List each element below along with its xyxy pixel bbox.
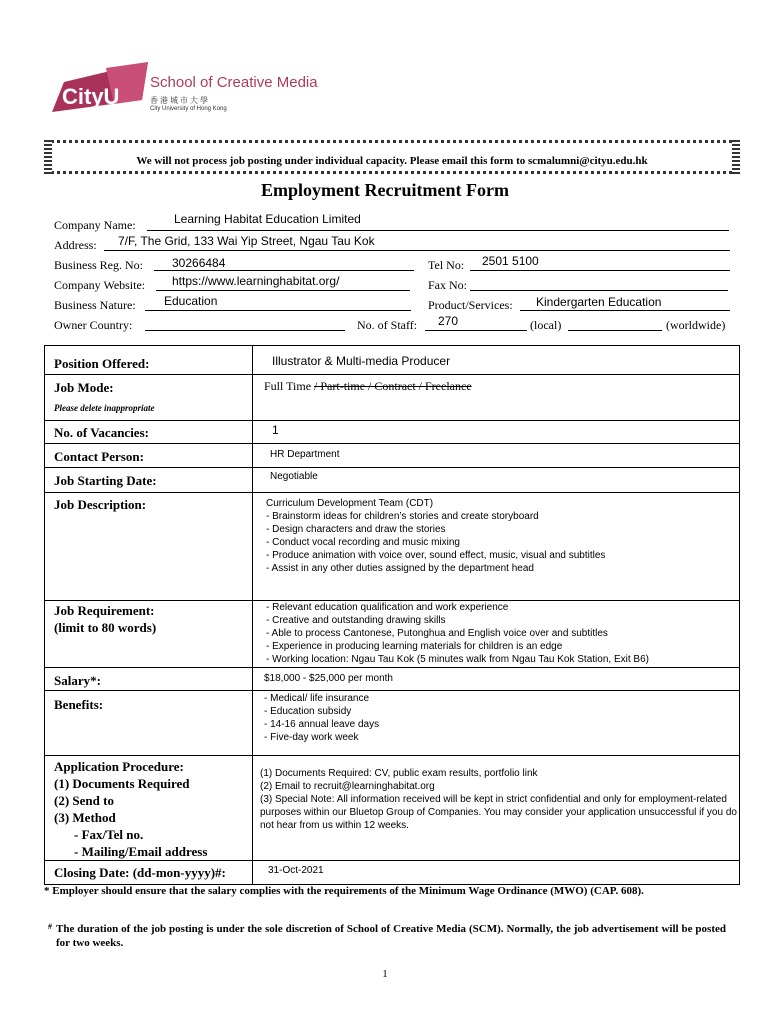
procedure-value[interactable] [260,767,740,832]
notice-text: We will not process job posting under individual capacity. Please email this form to scmalumni@cityu.edu.hk [136,155,648,167]
owner-country-label: Owner Country: [54,318,133,332]
logo-english-name: City University of Hong Kong [150,106,227,112]
row-divider [44,420,740,421]
staff-worldwide-line [568,330,662,331]
tel-label: Tel No: [428,258,465,272]
row-divider [44,443,740,444]
mwo-footnote: * Employer should ensure that the salary complies with the requirements of the Minimum Wage Ordinance (MWO) (CAP. 608). [44,885,644,897]
staff-local-line [425,330,527,331]
job-mode-label: Job Mode: [54,380,114,395]
requirement-limit: (limit to 80 words) [54,620,157,635]
start-date-label: Job Starting Date: [54,473,157,488]
contact-label: Contact Person: [54,449,144,464]
procedure-label-line: - Mailing/Email address [74,844,208,859]
procedure-label [54,758,207,860]
description-value[interactable] [266,497,742,575]
vacancies-value[interactable]: 1 [272,423,279,437]
job-mode-selected: Full Time [264,379,312,393]
description-label: Job Description: [54,497,147,512]
business-nature-label: Business Nature: [54,298,136,312]
procedure-label-line: (1) Documents Required [54,776,190,791]
business-nature-line [145,310,411,311]
benefit-line: - Five-day work week [264,732,359,743]
address-value[interactable]: 7/F, The Grid, 133 Wai Yip Street, Ngau Tau Kok [118,234,375,248]
contact-value[interactable]: HR Department [270,449,340,460]
product-services-line [520,310,730,311]
salary-label: Salary*: [54,673,101,688]
job-mode-note: Please delete inappropriate [54,403,155,413]
start-date-value[interactable]: Negotiable [270,471,318,482]
closing-date-value[interactable]: 31-Oct-2021 [268,865,324,876]
procedure-label-line: Application Procedure: [54,759,184,774]
requirement-line: - Experience in producing learning materials for children is an edge [266,641,563,652]
salary-value[interactable]: $18,000 - $25,000 per month [264,673,393,684]
procedure-line: (2) Email to recruit@learninghabitat.org [260,781,435,792]
logo-school-name: School of Creative Media [150,74,318,91]
tel-value[interactable]: 2501 5100 [482,254,539,268]
job-mode-struck: / Part-time / Contract / Freelance [314,379,472,393]
address-line [104,250,730,251]
description-line: - Assist in any other duties assigned by the department head [266,563,534,574]
owner-country-line [145,330,345,331]
row-divider [44,492,740,493]
staff-local-label: (local) [530,318,562,332]
tel-line [470,270,730,271]
benefits-label: Benefits: [54,697,104,712]
benefits-value[interactable] [264,692,740,744]
company-name-value[interactable]: Learning Habitat Education Limited [174,212,361,226]
row-divider [44,690,740,691]
company-name-line [147,230,729,231]
business-reg-label: Business Reg. No: [54,258,144,272]
cityu-logo-mark [44,60,154,120]
description-line: - Design characters and draw the stories [266,524,446,535]
requirement-label-line: Job Requirement: [54,603,155,618]
description-line: Curriculum Development Team (CDT) [266,498,434,509]
product-services-value[interactable]: Kindergarten Education [536,295,662,309]
row-divider [44,467,740,468]
fax-label: Fax No: [428,278,467,292]
requirement-line: - Able to process Cantonese, Putonghua and English voice over and subtitles [266,628,608,639]
benefit-line: - Education subsidy [264,706,352,717]
procedure-line: (3) Special Note: All information received will be kept in strict confidential and only for employment-related purposes within our Bluetop Group of Companies. You may consider your application unsuccessful if you do not hear from us within 12 weeks. [260,794,737,831]
website-value[interactable]: https://www.learninghabitat.org/ [172,274,340,288]
form-title: Employment Recruitment Form [261,180,509,200]
page-number: 1 [382,968,388,980]
address-label: Address: [54,238,97,252]
description-line: - Produce animation with voice over, sound effect, music, visual and subtitles [266,550,606,561]
position-label: Position Offered: [54,356,150,371]
row-divider [44,860,740,861]
requirement-line: - Creative and outstanding drawing skills [266,615,446,626]
staff-worldwide-label: (worldwide) [666,318,726,332]
website-label: Company Website: [54,278,146,292]
requirement-line: - Working location: Ngau Tau Kok (5 minutes walk from Ngau Tau Kok Station, Exit B6) [266,654,649,665]
procedure-label-line: - Fax/Tel no. [74,827,144,842]
fax-line [470,290,728,291]
company-name-label: Company Name: [54,218,136,232]
description-line: - Conduct vocal recording and music mixing [266,537,460,548]
procedure-line: (1) Documents Required: CV, public exam results, portfolio link [260,768,538,779]
logo-chinese-name: 香港城市大學 [150,96,210,105]
description-line: - Brainstorm ideas for children’s stories and create storyboard [266,511,539,522]
duration-footnote: The duration of the job posting is under the sole discretion of School of Creative Media (SCM). Normally, the job advertisement will be posted for two weeks. [56,923,726,949]
requirement-value[interactable] [266,601,742,666]
job-mode-value[interactable] [264,380,740,393]
product-services-label: Product/Services: [428,298,513,312]
business-nature-value[interactable]: Education [164,294,218,308]
benefit-line: - Medical/ life insurance [264,693,370,704]
staff-value[interactable]: 270 [438,314,459,328]
duration-footnote-mark: # [48,922,52,931]
row-divider [44,755,740,756]
row-divider [44,374,740,375]
procedure-label-line: (3) Method [54,810,116,825]
closing-date-label: Closing Date: (dd-mon-yyyy)#: [54,865,226,880]
benefit-line: - 14-16 annual leave days [264,719,380,730]
requirement-line: - Relevant education qualification and work experience [266,602,509,613]
logo-brand: CityU [62,84,120,109]
vacancies-label: No. of Vacancies: [54,425,149,440]
website-line [156,290,410,291]
row-divider [44,667,740,668]
procedure-label-line: (2) Send to [54,793,114,808]
position-value[interactable]: Illustrator & Multi-media Producer [272,354,451,368]
business-reg-line [154,270,414,271]
requirement-label [54,602,156,636]
staff-label: No. of Staff: [357,318,418,332]
business-reg-value[interactable]: 30266484 [172,256,226,270]
table-column-divider [252,345,253,885]
